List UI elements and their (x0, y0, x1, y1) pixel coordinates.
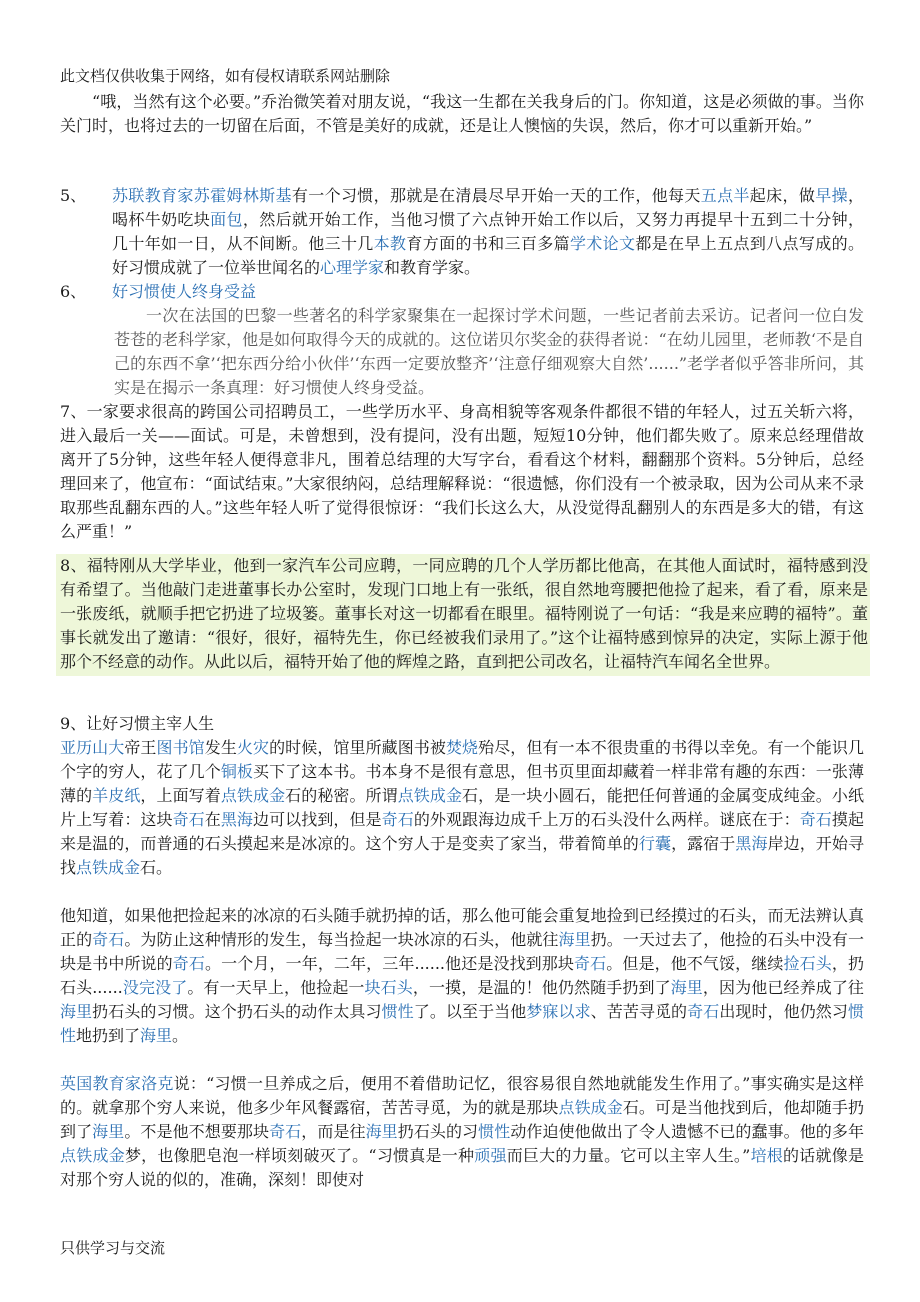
text-run: 扔石头的习 (397, 1122, 479, 1141)
text-run: ，而是往 (301, 1122, 366, 1141)
section-7: 7、一家要求很高的跨国公司招聘员工，一些学历水平、身高相貌等客观条件都很不错的年轻人，过五关斩六将，进入最后一关——面试。可是，未曾想到，没有提问，没有出题，短短10分钟，他们都失败了。原来总经理借故离开了5分钟，这些年轻人便得意非凡，围着总结理的大写字台，看看这个材料，翻翻那个资料。5分钟后，总经理回来了，他宣布：“面试结束。”大家很纳闷，总结理解释说：“很遗憾，你们没有一个被录取，因为公司从来不录取那些乱翻东西的人。”这些年轻人听了觉得很惊讶：“我们长这么大，从没觉得乱翻别人的东西是多大的错，有这么严重！” (60, 402, 864, 541)
keyword-link[interactable]: 惯性 (381, 1002, 414, 1021)
keyword-link[interactable]: 苏联教育家苏霍姆林斯基 (112, 186, 292, 205)
page-header: 此文档仅供收集于网络，如有侵权请联系网站删除 (60, 67, 391, 85)
section-9-paragraph-1 (60, 736, 864, 880)
text-run: 地扔到了 (76, 1026, 141, 1045)
text-run: 、苦苦寻觅的 (590, 1002, 688, 1021)
keyword-link[interactable]: 亚历山大 (60, 738, 125, 757)
text-run: 。为防止这种情形的发生，每当捡起一块冰凉的石头，他就往 (124, 930, 559, 949)
text-run: 。有一天早上，他捡起一 (187, 978, 365, 997)
intro-paragraph: “哦，当然有这个必要。”乔治微笑着对朋友说，“我这一生都在关我身后的门。你知道，这是必须做的事。当你关门时，也将过去的一切留在后面，不管是美好的成就，还是让人懊恼的失误，然后，你才可以重新开始。” (60, 92, 864, 135)
text-run: 而巨大的力量。它可以主宰人生。” (506, 1146, 751, 1165)
text-run: 帝王 (124, 738, 157, 757)
section-5-body (112, 184, 864, 280)
section-5 (60, 184, 864, 280)
text-run: 和教育学家。 (384, 258, 481, 277)
section-9-paragraph-2 (60, 904, 864, 1048)
text-run: 起床，做 (749, 186, 816, 205)
section-9-title: 9、让好习惯主宰人生 (60, 714, 215, 733)
keyword-link[interactable]: 行囊 (638, 834, 672, 853)
text-run: 有一个习惯，那就是在清晨尽早开始一天的工作，他每天 (291, 186, 701, 205)
text-run: 出现时，他仍然习 (719, 1002, 848, 1021)
keyword-link[interactable]: 海里 (670, 978, 703, 997)
keyword-link[interactable]: 惯性 (60, 1002, 864, 1045)
keyword-link[interactable]: 点铁成金 (220, 786, 286, 805)
keyword-link[interactable]: 面包 (210, 210, 243, 229)
text-run: ，上面写着 (140, 786, 221, 805)
section-5-number: 5、 (60, 186, 87, 205)
text-run: 扔石头的习惯。这个扔石头的动作太具习 (92, 1002, 382, 1021)
text-run: 的话就像是对那个穷人说的似的，准确，深刻！即使对 (60, 1146, 864, 1189)
text-run: 都是在早上五点到八点写成的。好习惯成就了一位举世闻名的 (112, 234, 864, 277)
keyword-link[interactable]: 海里 (60, 1002, 93, 1021)
text-run: 育方面的书和三百多篇 (406, 234, 570, 253)
text-run: ，喝杯牛奶吃块 (112, 186, 864, 229)
keyword-link[interactable]: 铜板 (220, 762, 253, 781)
text-run: 石。 (140, 858, 173, 877)
text-run: 。但是，他不气馁，继续 (606, 954, 784, 973)
keyword-link[interactable]: 点铁成金 (397, 786, 463, 805)
keyword-link[interactable]: 捡石头 (783, 954, 832, 973)
keyword-link[interactable]: 海里 (365, 1122, 398, 1141)
text-run: 。不是他不想要那块 (124, 1122, 270, 1141)
text-run: 石的秘密。所谓 (285, 786, 398, 805)
keyword-link[interactable]: 本教 (373, 234, 407, 253)
section-6-title[interactable]: 好习惯使人终身受益 (112, 282, 257, 301)
keyword-link[interactable]: 海里 (92, 1122, 125, 1141)
keyword-link[interactable]: 奇石 (172, 810, 205, 829)
keyword-link[interactable]: 奇石 (172, 954, 206, 973)
text-run: ，因为他已经养成了往 (702, 978, 864, 997)
keyword-link[interactable]: 梦寐以求 (526, 1002, 591, 1021)
keyword-link[interactable]: 早操 (815, 186, 848, 205)
keyword-link[interactable]: 奇石 (799, 810, 832, 829)
keyword-link[interactable]: 黑海 (735, 834, 768, 853)
text-run: 买下了这本书。书本身不是很有意思，但书页里面却藏着一样非常有趣的东西：一张薄薄的 (60, 762, 864, 805)
keyword-link[interactable]: 奇石 (92, 930, 125, 949)
keyword-link[interactable]: 心理学家 (320, 258, 385, 277)
text-run: 摸起来是温的，而普通的石头摸起来是冰凉的。这个穷人于是变卖了家当，带着简单的 (60, 810, 864, 853)
keyword-link[interactable]: 羊皮纸 (92, 786, 141, 805)
keyword-link[interactable]: 顽强 (474, 1146, 507, 1165)
keyword-link[interactable]: 焚烧 (445, 738, 479, 757)
text-run: 说：“习惯一旦养成之后，便用不着借助记忆，很容易很自然地就能发生作用了。”事实确实是这样的。就拿那个穷人来说，他多少年风餐露宿，苦苦寻觅，为的就是那块 (60, 1074, 864, 1117)
text-run: ，露宿于 (671, 834, 736, 853)
section-8: 8、福特刚从大学毕业，他到一家汽车公司应聘，一同应聘的几个人学历都比他高，在其他人面试时，福特感到没有希望了。当他敲门走进董事长办公室时，发现门口地上有一张纸，很自然地弯腰把他捡了起来，看了看，原来是一张废纸，就顺手把它扔进了垃圾篓。董事长对这一切都看在眼里。福特刚说了一句话：“我是来应聘的福特”。董事长就发出了邀请：“很好，很好，福特先生，你已经被我们录用了。”这个让福特感到惊异的决定，实际上源于他那个不经意的动作。从此以后，福特开始了他的辉煌之路，直到把公司改名，让福特汽车闻名全世界。 (56, 554, 870, 676)
section-6 (60, 280, 864, 400)
keyword-link[interactable]: 图书馆 (156, 738, 205, 757)
section-9-paragraph-3 (60, 1072, 864, 1192)
text-run: 发生 (204, 738, 237, 757)
text-run: 石。可是当他找到后，他却随手扔到了 (60, 1098, 864, 1141)
keyword-link[interactable]: 点铁成金 (76, 858, 141, 877)
keyword-link[interactable]: 黑海 (220, 810, 253, 829)
keyword-link[interactable]: 火灾 (236, 738, 270, 757)
text-run: 扔。一天过去了，他捡的石头中没有一块是书中所说的 (60, 930, 864, 973)
keyword-link[interactable]: 惯性 (478, 1122, 511, 1141)
text-run: 了。以至于当他 (413, 1002, 527, 1021)
text-run: ，一摸，是温的！他仍然随手扔到了 (412, 978, 671, 997)
text-run: ，扔石头...... (60, 954, 864, 997)
text-run: 。 (172, 1026, 189, 1045)
text-run: 的外观跟海边成千上万的石头没什么两样。谜底在于： (413, 810, 800, 829)
text-run: 边可以找到，但是 (253, 810, 382, 829)
keyword-link[interactable]: 培根 (750, 1146, 784, 1165)
text-run: 的时候，馆里所藏图书被 (269, 738, 446, 757)
keyword-link[interactable]: 奇石 (687, 1002, 720, 1021)
keyword-link[interactable]: 没完没了 (122, 978, 188, 997)
text-run: 。一个月，一年，二年，三年......他还是没找到那块 (205, 954, 575, 973)
text-run: 在 (204, 810, 221, 829)
keyword-link[interactable]: 海里 (140, 1026, 173, 1045)
keyword-link[interactable]: 海里 (558, 930, 591, 949)
text-run: 石，是一块小圆石，能把任何普通的金属变成纯金。小纸片上写着：这块 (60, 786, 864, 829)
text-run: 殆尽，但有一本不很贵重的书得以幸免。有一个能识几个字的穷人，花了几个 (60, 738, 864, 781)
keyword-link[interactable]: 英国教育家洛克 (60, 1074, 174, 1093)
text-run: 梦，也像肥皂泡一样顷刻破灭了。“习惯真是一种 (124, 1146, 475, 1165)
text-run: 动作迫使他做出了令人遗憾不已的蠢事。他的多年 (510, 1122, 864, 1141)
keyword-link[interactable]: 点铁成金 (60, 1146, 125, 1165)
keyword-link[interactable]: 点铁成金 (558, 1098, 623, 1117)
section-6-number: 6、 (60, 282, 87, 301)
keyword-link[interactable]: 奇石 (269, 1122, 302, 1141)
text-run: ，然后就开始工作，当他习惯了六点钟开始工作以后，又努力再提早十五到二十分钟，几十年如一日，从不间断。他三十几 (112, 210, 864, 253)
keyword-link[interactable]: 块石头 (364, 978, 413, 997)
keyword-link[interactable]: 学术论文 (569, 234, 636, 253)
keyword-link[interactable]: 五点半 (700, 186, 750, 205)
page-footer: 只供学习与交流 (60, 1239, 166, 1257)
keyword-link[interactable]: 奇石 (381, 810, 414, 829)
section-6-body: 一次在法国的巴黎一些著名的科学家聚集在一起探讨学术问题，一些记者前去采访。记者问一位白发苍苍的老科学家，他是如何取得今天的成就的。这位诺贝尔奖金的获得者说：“在幼儿园里，老师教‘不是自己的东西不拿’‘把东西分给小伙伴’‘东西一定要放整齐’‘注意仔细观察大自然’......”老学者似乎答非所问，其实是在揭示一条真理：好习惯使人终身受益。 (114, 306, 864, 397)
keyword-link[interactable]: 奇石 (574, 954, 607, 973)
text-run: 岸边，开始寻找 (60, 834, 864, 877)
text-run: 他知道，如果他把捡起来的冰凉的石头随手就扔掉的话，那么他可能会重复地捡到已经摸过的石头，而无法辨认真正的 (60, 906, 864, 949)
